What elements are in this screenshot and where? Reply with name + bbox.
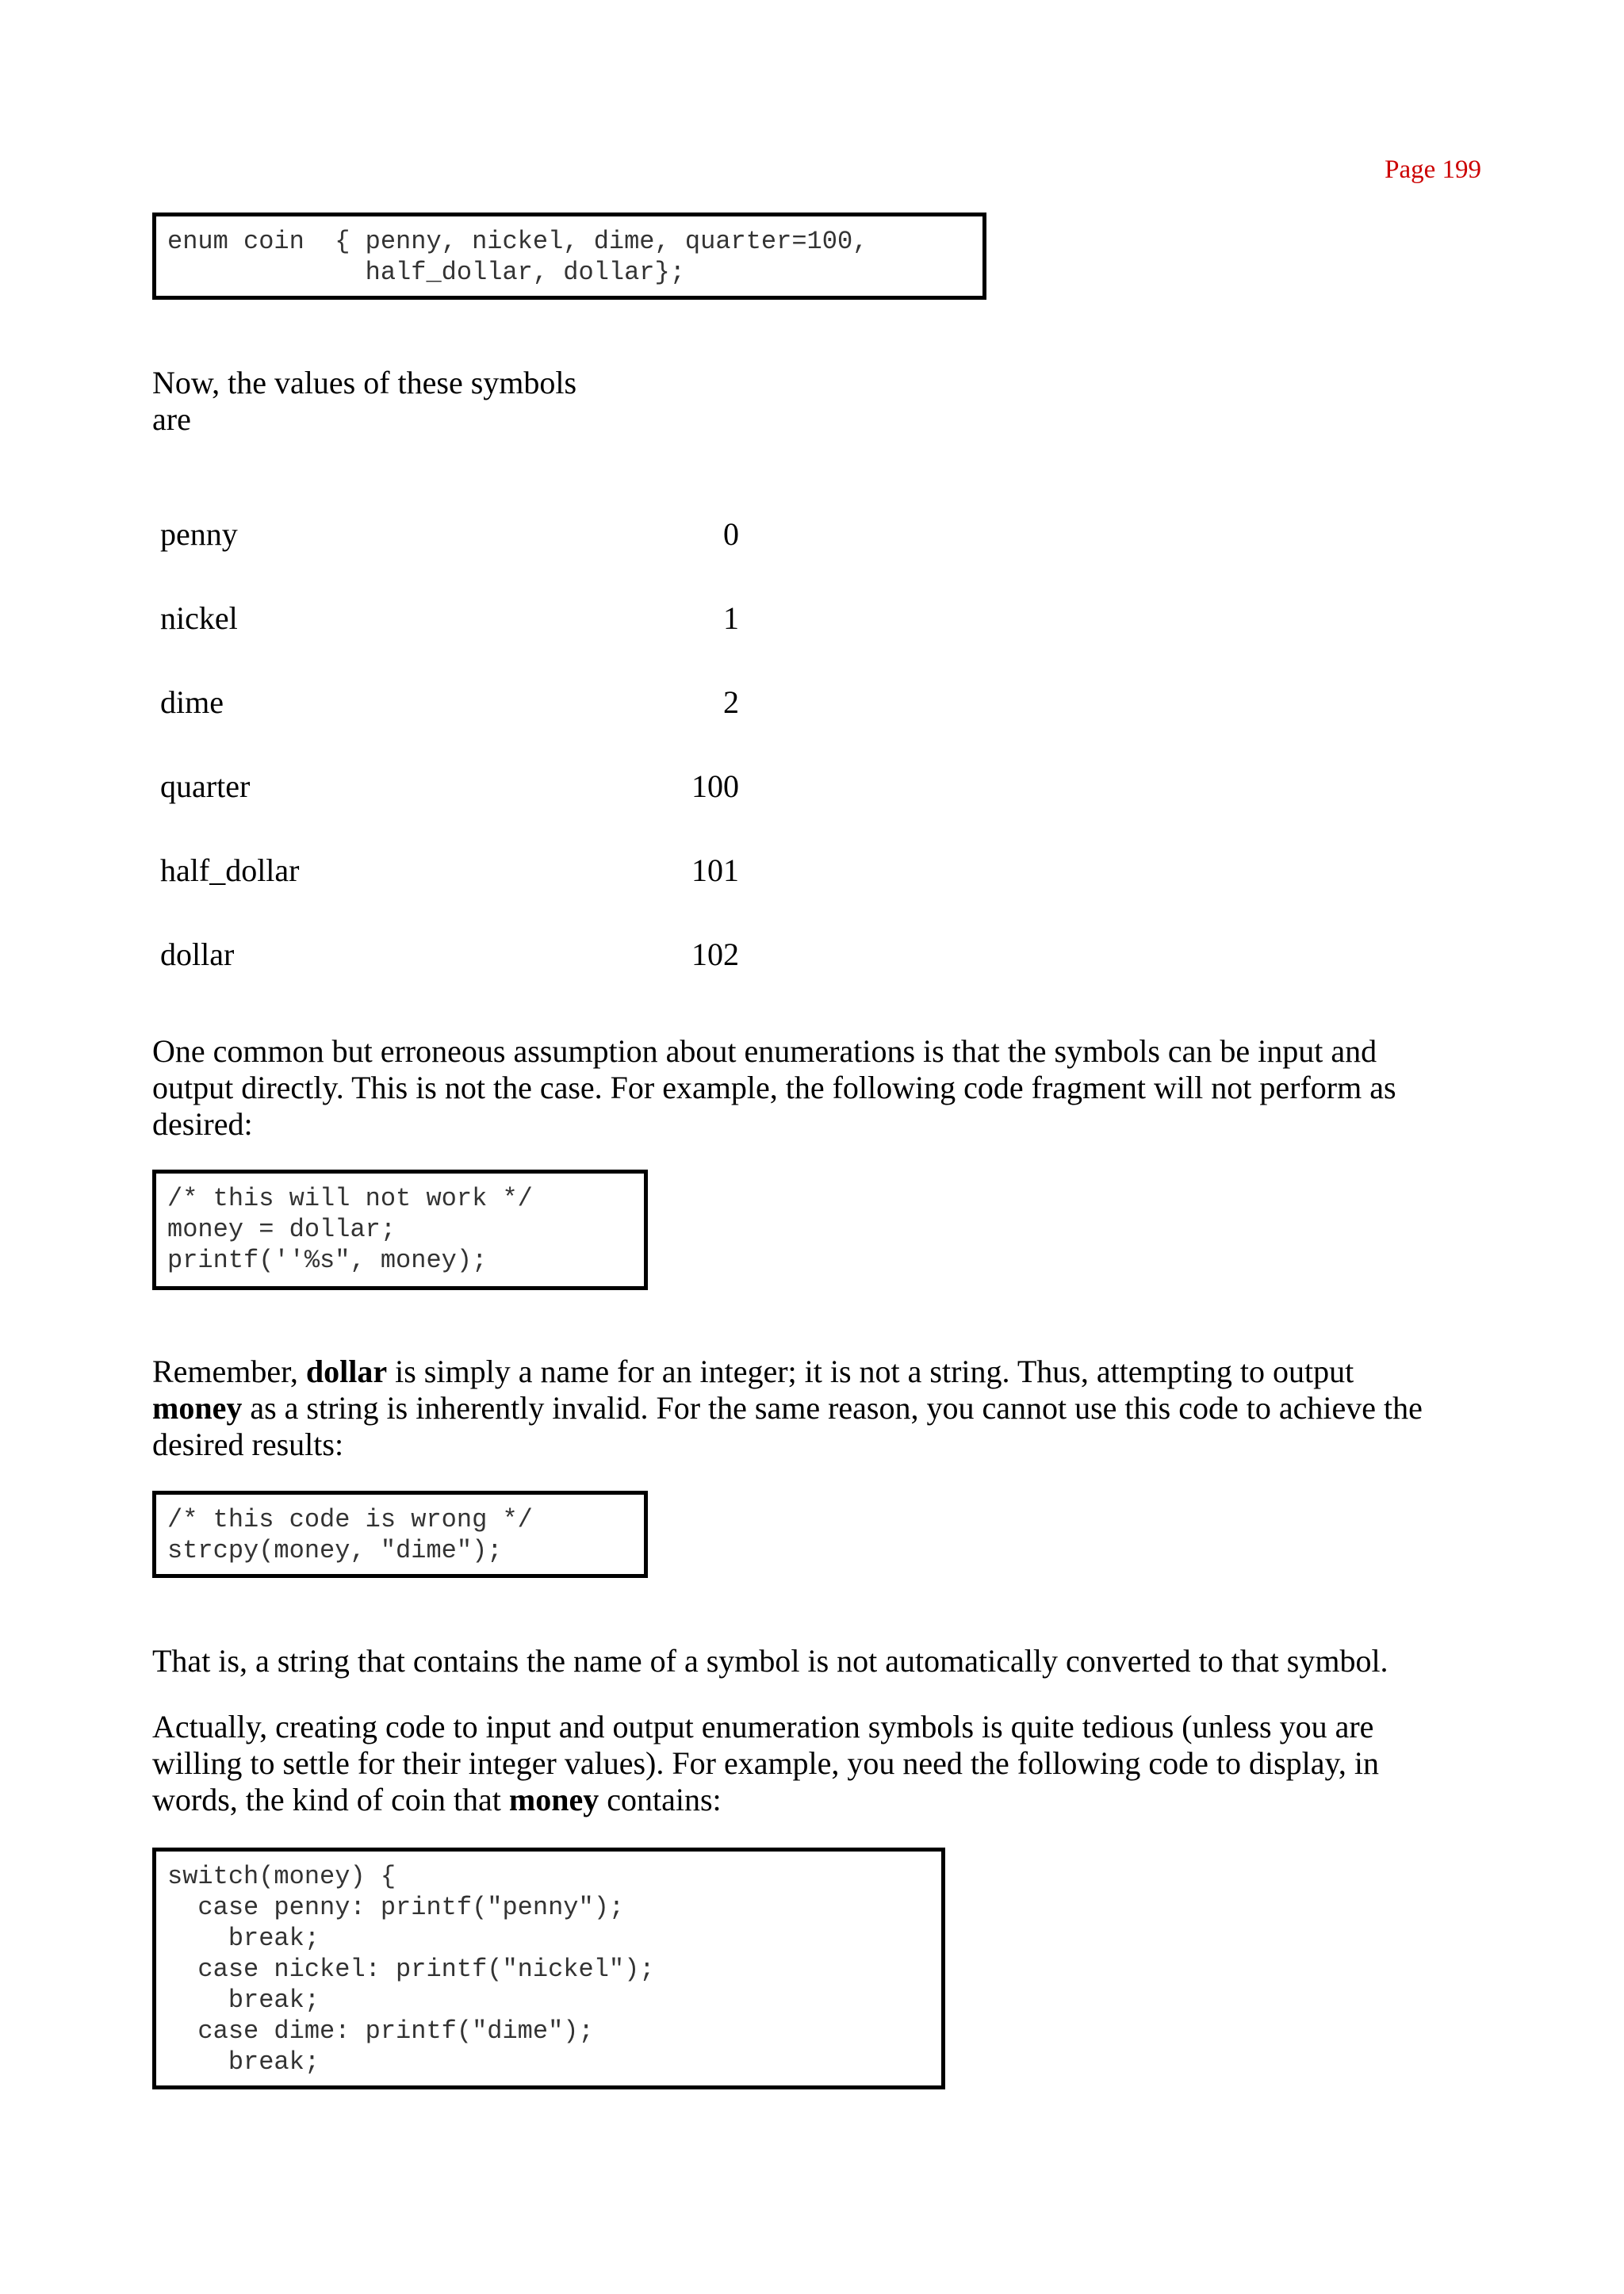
symbol-value: 0 [723,515,739,552]
table-row [160,576,739,660]
values-intro-paragraph [152,365,1484,438]
code-line: /* this code is wrong */ [167,1505,533,1534]
code-line: half_dollar, dollar}; [167,258,685,287]
table-row [160,828,739,912]
actually-text-4: contains: [599,1782,722,1817]
assumption-line-3: desired: [152,1106,253,1142]
code-line: case nickel: printf("nickel"); [167,1955,655,1984]
switch-code-block [152,1848,945,2089]
code-line: case dime: printf("dime"); [167,2016,594,2046]
dollar-keyword: dollar [305,1354,388,1389]
actually-line-2: willing to settle for their integer values). For example, you need the following code to display, in [152,1745,1380,1781]
symbol-name: dime [160,684,224,720]
symbol-values-table [160,492,739,996]
symbol-value: 100 [691,768,739,804]
actually-line-1: Actually, creating code to input and output enumeration symbols is quite tedious (unless you are [152,1709,1374,1744]
symbol-name: dollar [160,936,235,972]
symbol-value: 101 [691,852,739,888]
printf-code-block [152,1170,648,1290]
symbol-name: quarter [160,768,251,804]
code-line: strcpy(money, "dime"); [167,1536,503,1565]
code-line: enum coin { penny, nickel, dime, quarter=100, [167,227,868,256]
intro-line-2: are [152,401,191,437]
table-row [160,744,739,828]
assumption-paragraph [152,1033,1484,1143]
code-line: break; [167,2047,320,2077]
symbol-name: half_dollar [160,852,300,888]
code-line: /* this will not work */ [167,1184,533,1213]
symbol-value: 2 [723,684,739,720]
code-line: printf(''%s", money); [167,1246,488,1275]
symbol-name: nickel [160,599,238,636]
assumption-line-2: output directly. This is not the case. For example, the following code fragment will not perform as [152,1070,1396,1105]
code-line: switch(money) { [167,1862,396,1891]
symbol-value: 1 [723,599,739,636]
code-line: money = dollar; [167,1215,396,1244]
money-keyword: money [508,1782,599,1817]
table-row [160,660,739,744]
strcpy-code-block [152,1491,648,1578]
remember-text-3: as a string is inherently invalid. For the same reason, you cannot use this code to achieve the [242,1390,1423,1426]
actually-paragraph [152,1709,1484,1818]
code-line: case penny: printf("penny"); [167,1893,625,1922]
enum-code-block [152,213,986,300]
symbol-value: 102 [691,936,739,972]
assumption-line-1: One common but erroneous assumption about enumerations is that the symbols can be input and [152,1033,1377,1069]
remember-text-2: is simply a name for an integer; it is not a string. Thus, attempting to output [387,1354,1354,1389]
table-row [160,912,739,996]
that-is-paragraph: That is, a string that contains the name of a symbol is not automatically converted to that symbol. [152,1643,1388,1679]
money-keyword: money [152,1390,243,1426]
code-line: break; [167,1924,320,1953]
remember-paragraph [152,1354,1484,1463]
intro-line-1: Now, the values of these symbols [152,365,577,400]
page-number: Page 199 [1385,155,1481,184]
table-row [160,492,739,576]
actually-text-3: words, the kind of coin that [152,1782,509,1817]
symbol-name: penny [160,515,238,552]
remember-text-1: Remember, [152,1354,306,1389]
remember-text-4: desired results: [152,1427,344,1462]
code-line: break; [167,1986,320,2015]
